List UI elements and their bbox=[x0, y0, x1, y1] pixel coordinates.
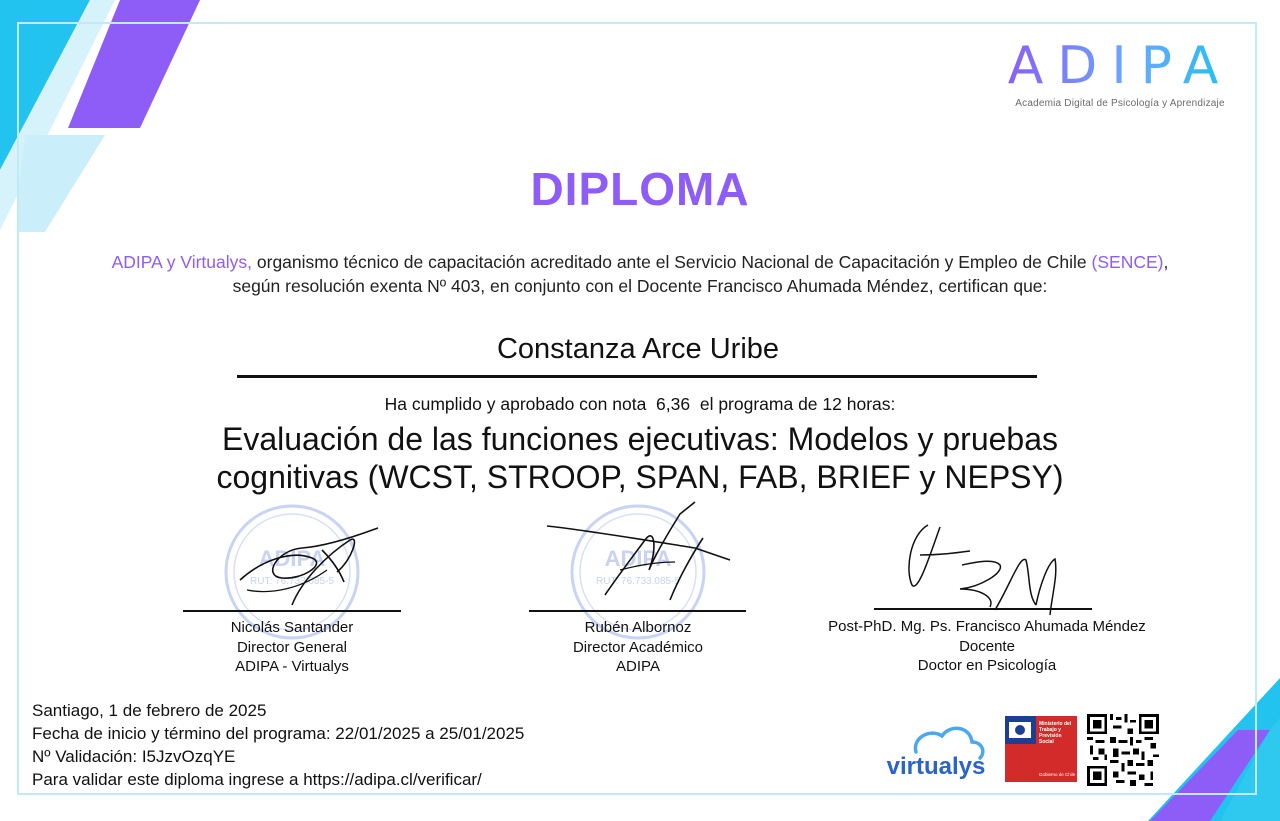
signatory-2-org: ADIPA bbox=[616, 658, 660, 675]
course-title-line-2: cognitivas (WCST, STROOP, SPAN, FAB, BRIEF y NEPSY) bbox=[216, 459, 1064, 495]
intro-text-1: organismo técnico de capacitación acreditado ante el Servicio Nacional de Capacitación y Empleo de Chile bbox=[252, 252, 1092, 272]
adipa-tagline: Academia Digital de Psicología y Aprendizaje bbox=[1015, 98, 1225, 109]
signatory-1-role: Director General bbox=[236, 638, 348, 656]
adipa-logo bbox=[1000, 36, 1240, 109]
program-dates: Fecha de inicio y término del programa: 22/01/2025 a 25/01/2025 bbox=[32, 724, 525, 743]
seal-2-rut: RUT: 76.733.085-5 bbox=[596, 576, 680, 587]
intro-highlight-adipa-virtualys: ADIPA y Virtualys, bbox=[111, 252, 253, 272]
gov-line-1: Ministerio del bbox=[1039, 721, 1072, 727]
signatory-3-role: Docente bbox=[959, 637, 1015, 655]
signatory-2-name: Rubén Albornoz bbox=[584, 619, 692, 636]
intro-highlight-sence: (SENCE) bbox=[1091, 252, 1164, 272]
gov-line-5: Gobierno de Chile bbox=[1039, 772, 1076, 777]
diploma-title: DIPLOMA bbox=[530, 163, 750, 215]
signatory-1-org: ADIPA - Virtualys bbox=[235, 658, 349, 675]
virtualys-logo-text: virtualys bbox=[886, 753, 986, 780]
verify-instructions: Para validar este diploma ingrese a https://adipa.cl/verificar/ bbox=[32, 770, 482, 789]
signatory-2-role: Director Académico bbox=[572, 638, 704, 656]
recipient-name: Constanza Arce Uribe bbox=[496, 333, 780, 365]
diploma-footer bbox=[32, 699, 524, 791]
gov-line-3: Previsión bbox=[1039, 733, 1062, 739]
signature-line-1 bbox=[183, 610, 401, 612]
validation-code: Nº Validación: I5JzvOzqYE bbox=[32, 747, 236, 766]
approval-text: Ha cumplido y aprobado con nota 6,36 el programa de 12 horas: bbox=[384, 394, 896, 414]
course-title-line-1: Evaluación de las funciones ejecutivas: Modelos y pruebas bbox=[221, 421, 1059, 457]
gov-line-2: Trabajo y bbox=[1039, 727, 1061, 733]
signature-santander bbox=[232, 520, 382, 610]
signature-albornoz bbox=[545, 500, 735, 615]
signatory-3-org: Doctor en Psicología bbox=[917, 657, 1057, 674]
signatory-1-name: Nicolás Santander bbox=[230, 619, 354, 636]
seal-1-text: ADIPA bbox=[258, 546, 326, 571]
gov-line-4: Social bbox=[1039, 739, 1054, 745]
place-date: Santiago, 1 de febrero de 2025 bbox=[32, 701, 267, 720]
adipa-logo-text: ADIPA bbox=[1000, 40, 1240, 92]
intro-text-2: , según resolución exenta Nº 403, en conjunto con el Docente Francisco Ahumada Méndez, certifican que: bbox=[232, 252, 1169, 296]
ministerio-trabajo-logo bbox=[1005, 716, 1077, 782]
signature-block-2 bbox=[518, 618, 758, 677]
signature-line-2 bbox=[529, 610, 746, 612]
signatory-3-name: Post-PhD. Mg. Ps. Francisco Ahumada Méndez bbox=[828, 618, 1146, 635]
signature-block-3 bbox=[792, 617, 1182, 676]
course-title bbox=[160, 420, 1120, 496]
signature-block-1 bbox=[172, 618, 412, 677]
signature-line-3 bbox=[874, 608, 1092, 610]
intro-paragraph bbox=[108, 250, 1172, 298]
signature-ahumada bbox=[900, 515, 1070, 620]
virtualys-logo bbox=[872, 722, 1000, 782]
seal-1-rut: RUT: 76.733.085-5 bbox=[250, 576, 334, 587]
seal-2-text: ADIPA bbox=[604, 546, 672, 571]
qr-code[interactable] bbox=[1087, 714, 1159, 786]
recipient-underline bbox=[237, 375, 1037, 378]
